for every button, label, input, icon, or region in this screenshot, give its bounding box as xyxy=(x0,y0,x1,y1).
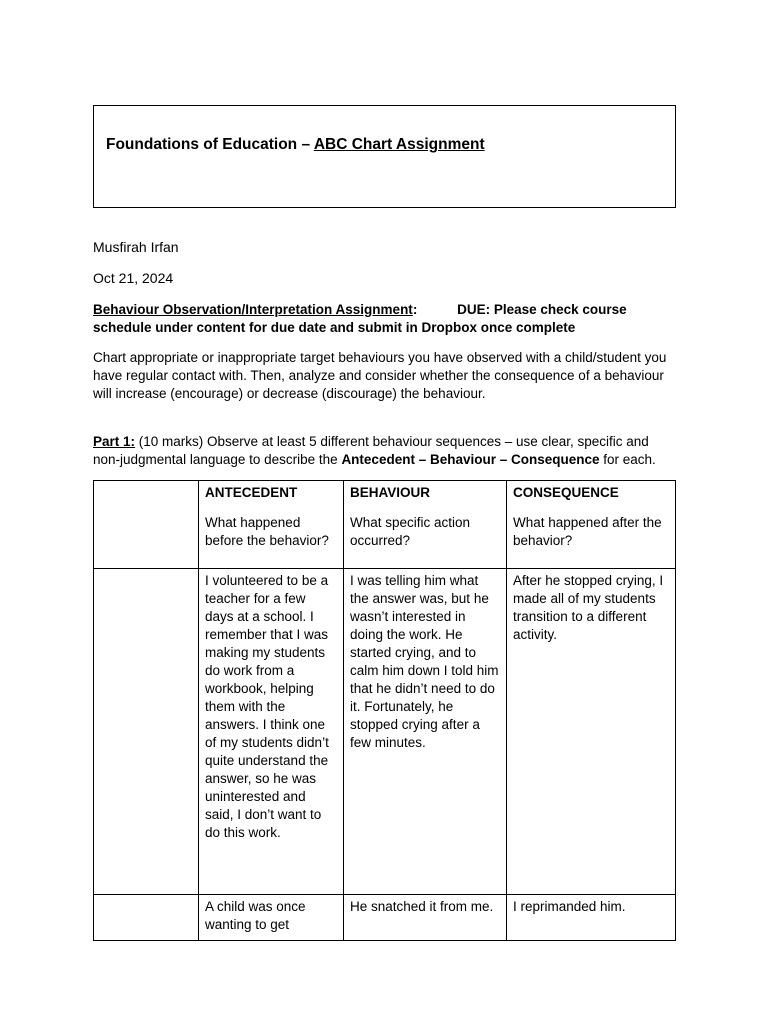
behaviour-cell: I was telling him what the answer was, but he wasn’t interested in doing the work. He started crying, and to calm him down I told him that he didn’t need to do it. Fortunately, he stopped crying after a few minutes. xyxy=(344,569,507,895)
table-row xyxy=(94,895,676,941)
title-box xyxy=(93,105,676,208)
header-antecedent xyxy=(199,481,344,569)
header-behaviour xyxy=(344,481,507,569)
abc-chart-table xyxy=(93,480,676,941)
row-label-cell xyxy=(94,569,199,895)
document-title xyxy=(106,136,485,154)
behaviour-cell: He snatched it from me. xyxy=(344,895,507,941)
part1-paragraph xyxy=(93,433,678,469)
header-subtitle: What happened after the behavior? xyxy=(513,515,662,548)
due-line-2: schedule under content for due date and submit in Dropbox once complete xyxy=(93,320,576,335)
table-row xyxy=(94,569,676,895)
assignment-colon: : xyxy=(412,302,418,317)
assignment-heading xyxy=(93,301,678,337)
instructions-paragraph: Chart appropriate or inappropriate target behaviours you have observed with a child/student you have regular contact with. Then, analyze and consider whether the consequence of a behaviour will increase (encourage) or decrease (discourage) the behaviour. xyxy=(93,350,667,401)
due-line-1: DUE: Please check course xyxy=(457,302,627,317)
title-prefix: Foundations of Education – xyxy=(106,136,314,153)
header-title: BEHAVIOUR xyxy=(350,485,431,500)
header-title: ANTECEDENT xyxy=(205,485,298,500)
consequence-cell: After he stopped crying, I made all of my students transition to a different activity. xyxy=(507,569,676,895)
document-date: Oct 21, 2024 xyxy=(93,270,174,286)
header-subtitle: What specific action occurred? xyxy=(350,515,471,548)
antecedent-cell: A child was once wanting to get xyxy=(199,895,344,941)
header-subtitle: What happened before the behavior? xyxy=(205,515,329,548)
header-consequence xyxy=(507,481,676,569)
antecedent-cell: I volunteered to be a teacher for a few days at a school. I remember that I was making my students do work from a workbook, helping them with the answers. I think one of my students didn’t quite understand the answer, so he was uninterested and said, I don’t want to do this work. xyxy=(199,569,344,895)
assignment-title: Behaviour Observation/Interpretation Assignment xyxy=(93,302,413,317)
consequence-cell: I reprimanded him. xyxy=(507,895,676,941)
part1-bold-text: Antecedent – Behaviour – Consequence xyxy=(341,452,600,467)
part1-text: (10 marks) Observe at least 5 different behaviour sequences – use clear, specific and non-judgmental language to describe the xyxy=(93,434,649,467)
header-blank-cell xyxy=(94,481,199,569)
table-header-row xyxy=(94,481,676,569)
row-label-cell xyxy=(94,895,199,941)
header-title: CONSEQUENCE xyxy=(513,485,619,500)
author-name: Musfirah Irfan xyxy=(93,239,179,255)
title-underlined: ABC Chart Assignment xyxy=(313,136,485,153)
part1-end: for each. xyxy=(599,452,656,467)
part1-label: Part 1: xyxy=(93,434,136,449)
